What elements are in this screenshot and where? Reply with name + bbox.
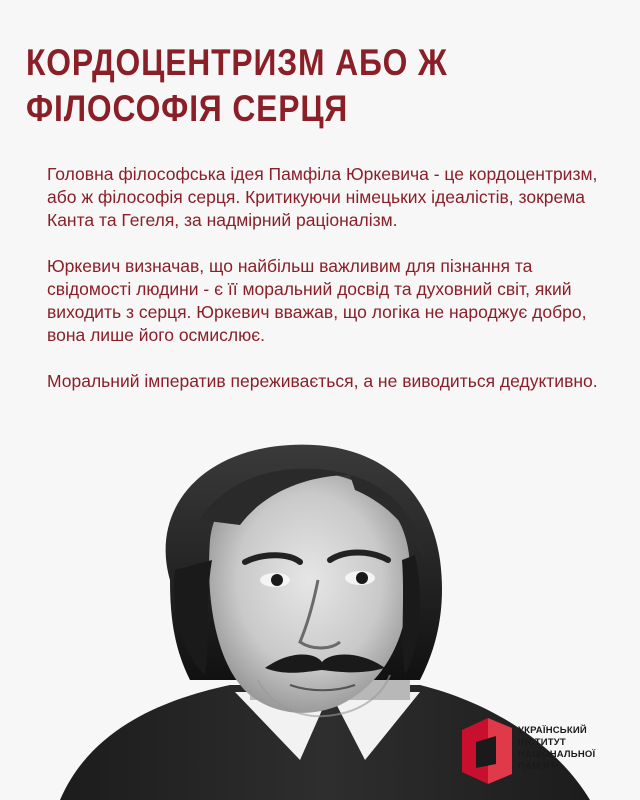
institute-logo	[462, 718, 632, 784]
paragraph-2: Юркевич визначав, що найбільш важливим для пізнання та свідомості людини - є її моральний досвід та духовний світ, який виходить з серця. Юркевич вважав, що логіка не народжує добро, вона лише його осмислює.	[47, 256, 587, 345]
logo-line-2: ІНСТИТУТ	[518, 737, 566, 748]
logo-line-4: ПАМ'ЯТІ	[518, 761, 559, 772]
title-line-1: КОРДОЦЕНТРИЗМ АБО Ж	[26, 42, 448, 83]
page-title	[26, 40, 533, 132]
institute-logo-icon	[462, 718, 512, 784]
institute-logo-text	[518, 725, 595, 773]
logo-line-1: УКРАЇНСЬКИЙ	[518, 725, 587, 736]
paragraph-1: Головна філософська ідея Памфіла Юркевича - це кордоцентризм, або ж філософія серця. Критикуючи німецьких ідеалістів, зокрема Канта та Гегеля, за надмірний раціоналізм.	[47, 164, 598, 230]
article-body	[47, 163, 607, 416]
logo-line-3: НАЦІОНАЛЬНОЇ	[518, 749, 596, 760]
title-line-2: ФІЛОСОФІЯ СЕРЦЯ	[26, 88, 349, 129]
paragraph-3: Моральний імператив переживається, а не виводиться дедуктивно.	[47, 371, 598, 391]
